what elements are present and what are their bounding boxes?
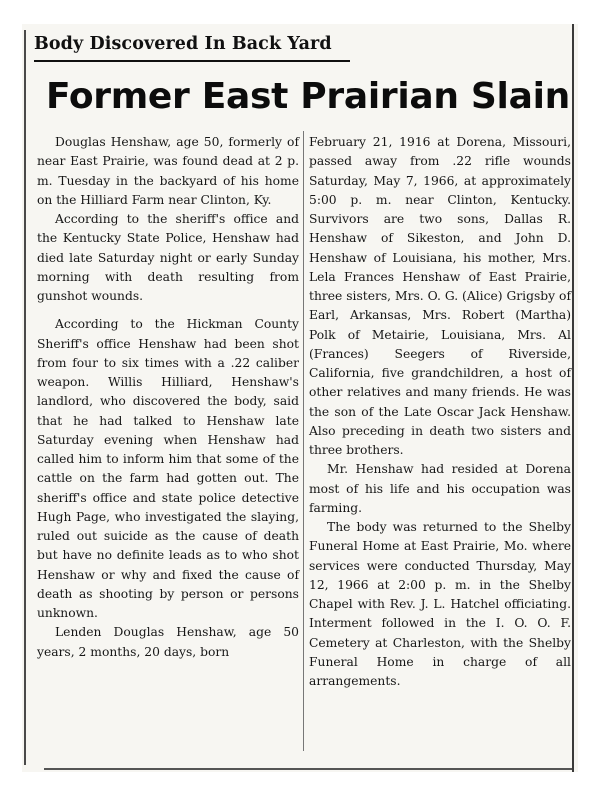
paragraph: Lenden Douglas Henshaw, age 50 years, 2 months, 20 days, born: [37, 625, 299, 659]
paragraph: According to the Hickman County Sheriff's office Henshaw had been shot from four to six times with a .22 caliber weapon. Willis Hilliard, Henshaw's landlord, who discovered the body, said that he had talked to Henshaw late Saturday evening when Henshaw had called him to inform him that some of the cattle on the farm had gotten out. The sheriff's office and state police detective Hugh Page, who investigated the slaying, ruled out suicide as the cause of death but have no definite leads as to who shot Henshaw or why and fixed the cause of death as shooting by person or persons unknown.: [37, 317, 299, 620]
paragraph-gap: [37, 306, 299, 315]
kicker-underline: [34, 60, 350, 62]
column-divider: [303, 131, 304, 751]
clipping-bottom-edge: [44, 768, 572, 770]
paragraph: Mr. Henshaw had resided at Dorena most of his life and his occupation was farming.: [309, 462, 571, 515]
clipping-left-edge: [24, 30, 26, 765]
article-column-left: [37, 133, 299, 662]
main-headline: Former East Prairian Slain: [46, 76, 570, 117]
paragraph: According to the sheriff's office and the Kentucky State Police, Henshaw had died late Saturday night or early Sunday morning with death resulting from gunshot wounds.: [37, 212, 299, 303]
paragraph: The body was returned to the Shelby Funeral Home at East Prairie, Mo. where services were conducted Thursday, May 12, 1966 at 2:00 p. m. in the Shelby Chapel with Rev. J. L. Hatchel officiating. Interment followed in the I. O. O. F. Cemetery at Charleston, with the Shelby Funeral Home in charge of all arrangements.: [309, 520, 571, 688]
kicker-headline: Body Discovered In Back Yard: [34, 34, 332, 54]
clipping-right-edge: [572, 24, 574, 772]
paragraph: February 21, 1916 at Dorena, Missouri, passed away from .22 rifle wounds Saturday, May 7, 1966, at approximately 5:00 p. m. near Clinton, Kentucky. Survivors are two sons, Dallas R. Henshaw of Sikeston, and John D. Henshaw of Louisiana, his mother, Mrs. Lela Frances Henshaw of East Prairie, three sisters, Mrs. O. G. (Alice) Grigsby of Earl, Arkansas, Mrs. Robert (Martha) Polk of Metairie, Louisiana, Mrs. Al (Frances) Seegers of Riverside, California, five grandchildren, a host of other relatives and many friends. He was the son of the Late Oscar Jack Henshaw. Also preceding in death two sisters and three brothers.: [309, 135, 571, 457]
article-column-right: [309, 133, 571, 691]
paragraph: Douglas Henshaw, age 50, formerly of near East Prairie, was found dead at 2 p. m. Tuesday in the backyard of his home on the Hilliard Farm near Clinton, Ky.: [37, 135, 299, 207]
